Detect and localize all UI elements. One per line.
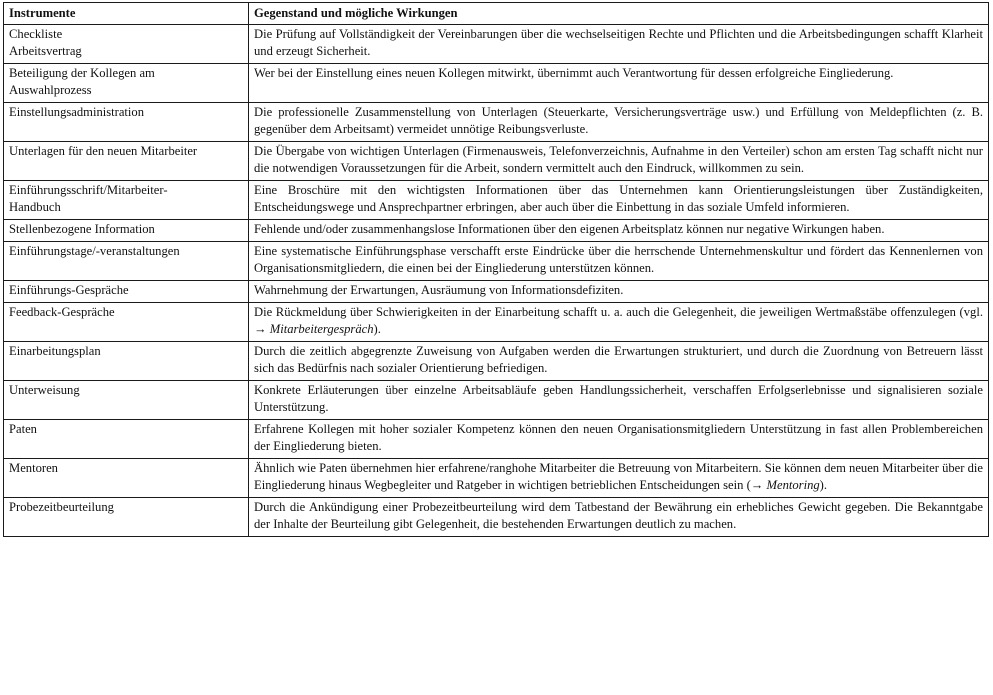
table-row xyxy=(4,459,989,498)
instrument-cell: Paten xyxy=(4,420,249,459)
instrument-cell: Probezeitbeurteilung xyxy=(4,498,249,537)
header-instrumente: Instrumente xyxy=(4,3,249,25)
instrument-cell: Einarbeitungsplan xyxy=(4,342,249,381)
header-gegenstand: Gegenstand und mögliche Wirkungen xyxy=(249,3,989,25)
description-cell: Erfahrene Kollegen mit hoher sozialer Kompetenz können den neuen Organisationsmitgliedern Unterstützung in fast allen Problembereichen der Eingliederung bieten. xyxy=(249,420,989,459)
table-row xyxy=(4,342,989,381)
description-cell: Fehlende und/oder zusammenhangslose Informationen über den eigenen Arbeitsplatz können nur negative Wirkungen haben. xyxy=(249,220,989,242)
description-cell: Die Prüfung auf Vollständigkeit der Vereinbarungen über die wechselseitigen Rechte und Pflichten und die Arbeitsbedingungen schafft Klarheit und erzeugt Sicherheit. xyxy=(249,25,989,64)
instrument-cell: Beteiligung der Kollegen am Auswahlprozess xyxy=(4,64,249,103)
description-cell: Wer bei der Einstellung eines neuen Kollegen mitwirkt, übernimmt auch Verantwortung für dessen erfolgreiche Eingliederung. xyxy=(249,64,989,103)
description-cell xyxy=(249,303,989,342)
table-row xyxy=(4,25,989,64)
instrument-cell: Unterweisung xyxy=(4,381,249,420)
table-row xyxy=(4,64,989,103)
cross-reference-link[interactable]: Mitarbeitergespräch xyxy=(269,322,374,336)
description-cell: Durch die Ankündigung einer Probezeitbeurteilung wird dem Tatbestand der Bewährung ein erhebliches Gewicht gegeben. Die Bekanntgabe der Inhalte der Beurteilung gibt Gelegenheit, die bestehenden Erwartungen deutlich zu machen. xyxy=(249,498,989,537)
instruments-table xyxy=(3,2,989,537)
description-text: Ähnlich wie Paten übernehmen hier erfahrene/ranghohe Mitarbeiter die Betreuung von Mitarbeitern. Sie können dem neuen Mitarbeiter über die Eingliederung hinaus Wegbegleiter und Ratgeber in wichtigen betrieblichen Entscheidungen sein (→ xyxy=(254,461,983,492)
table-row xyxy=(4,281,989,303)
instrument-cell: Einstellungsadministration xyxy=(4,103,249,142)
description-text-end: ). xyxy=(819,478,828,492)
description-text-end: ). xyxy=(373,322,381,336)
description-cell: Eine Broschüre mit den wichtigsten Informationen über das Unternehmen kann Orientierungsleistungen über Zuständigkeiten, Entscheidungswege und Ansprechpartner erbringen, aber auch über die Einbettung in das soziale Umfeld informieren. xyxy=(249,181,989,220)
header-row xyxy=(4,3,989,25)
instrument-cell: Einführungstage/-veranstaltungen xyxy=(4,242,249,281)
instrument-cell: Mentoren xyxy=(4,459,249,498)
table-row xyxy=(4,381,989,420)
table-row xyxy=(4,181,989,220)
description-cell: Konkrete Erläuterungen über einzelne Arbeitsabläufe geben Handlungssicherheit, verschaffen Erfolgserlebnisse und signalisieren soziale Unterstützung. xyxy=(249,381,989,420)
table-row xyxy=(4,303,989,342)
instrument-cell: Stellenbezogene Information xyxy=(4,220,249,242)
description-cell: Eine systematische Einführungsphase verschafft erste Eindrücke über die herrschende Unternehmenskultur und fördert das Kennenlernen von Organisationsmitgliedern, die einen bei der Eingliederung unterstützen können. xyxy=(249,242,989,281)
description-cell: Die Übergabe von wichtigen Unterlagen (Firmenausweis, Telefonverzeichnis, Aufnahme in den Verteiler) schon am ersten Tag schafft nicht nur die notwendigen Voraussetzungen für die Arbeit, sondern vermittelt auch den Eindruck, willkommen zu sein. xyxy=(249,142,989,181)
description-cell: Durch die zeitlich abgegrenzte Zuweisung von Aufgaben werden die Erwartungen strukturiert, und durch die Zuordnung von Betreuern lässt sich das Bedürfnis nach sozialer Orientierung befriedigen. xyxy=(249,342,989,381)
table-row xyxy=(4,498,989,537)
description-cell: Die professionelle Zusammenstellung von Unterlagen (Steuerkarte, Versicherungsverträge usw.) und Erfüllung von Meldepflichten (z. B. gegenüber dem Arbeitsamt) vermeidet unnötige Reibungsverluste. xyxy=(249,103,989,142)
instrument-cell: Unterlagen für den neuen Mitarbeiter xyxy=(4,142,249,181)
table-row xyxy=(4,142,989,181)
description-cell: Wahrnehmung der Erwartungen, Ausräumung von Informationsdefiziten. xyxy=(249,281,989,303)
description-cell xyxy=(249,459,989,498)
document-page xyxy=(3,2,988,537)
description-text: Die Rückmeldung über Schwierigkeiten in der Einarbeitung schafft u. a. auch die Gelegenheit, die jeweiligen Wertmaßstäbe offenzulegen (vgl. → xyxy=(254,305,983,336)
table-row xyxy=(4,420,989,459)
instrument-cell: Einführungs-Gespräche xyxy=(4,281,249,303)
table-row xyxy=(4,220,989,242)
cross-reference-link[interactable]: Mentoring xyxy=(766,478,820,492)
instrument-cell: Feedback-Gespräche xyxy=(4,303,249,342)
table-row xyxy=(4,103,989,142)
instrument-cell: Checkliste Arbeitsvertrag xyxy=(4,25,249,64)
instrument-cell: Einführungsschrift/Mitarbeiter- Handbuch xyxy=(4,181,249,220)
table-row xyxy=(4,242,989,281)
